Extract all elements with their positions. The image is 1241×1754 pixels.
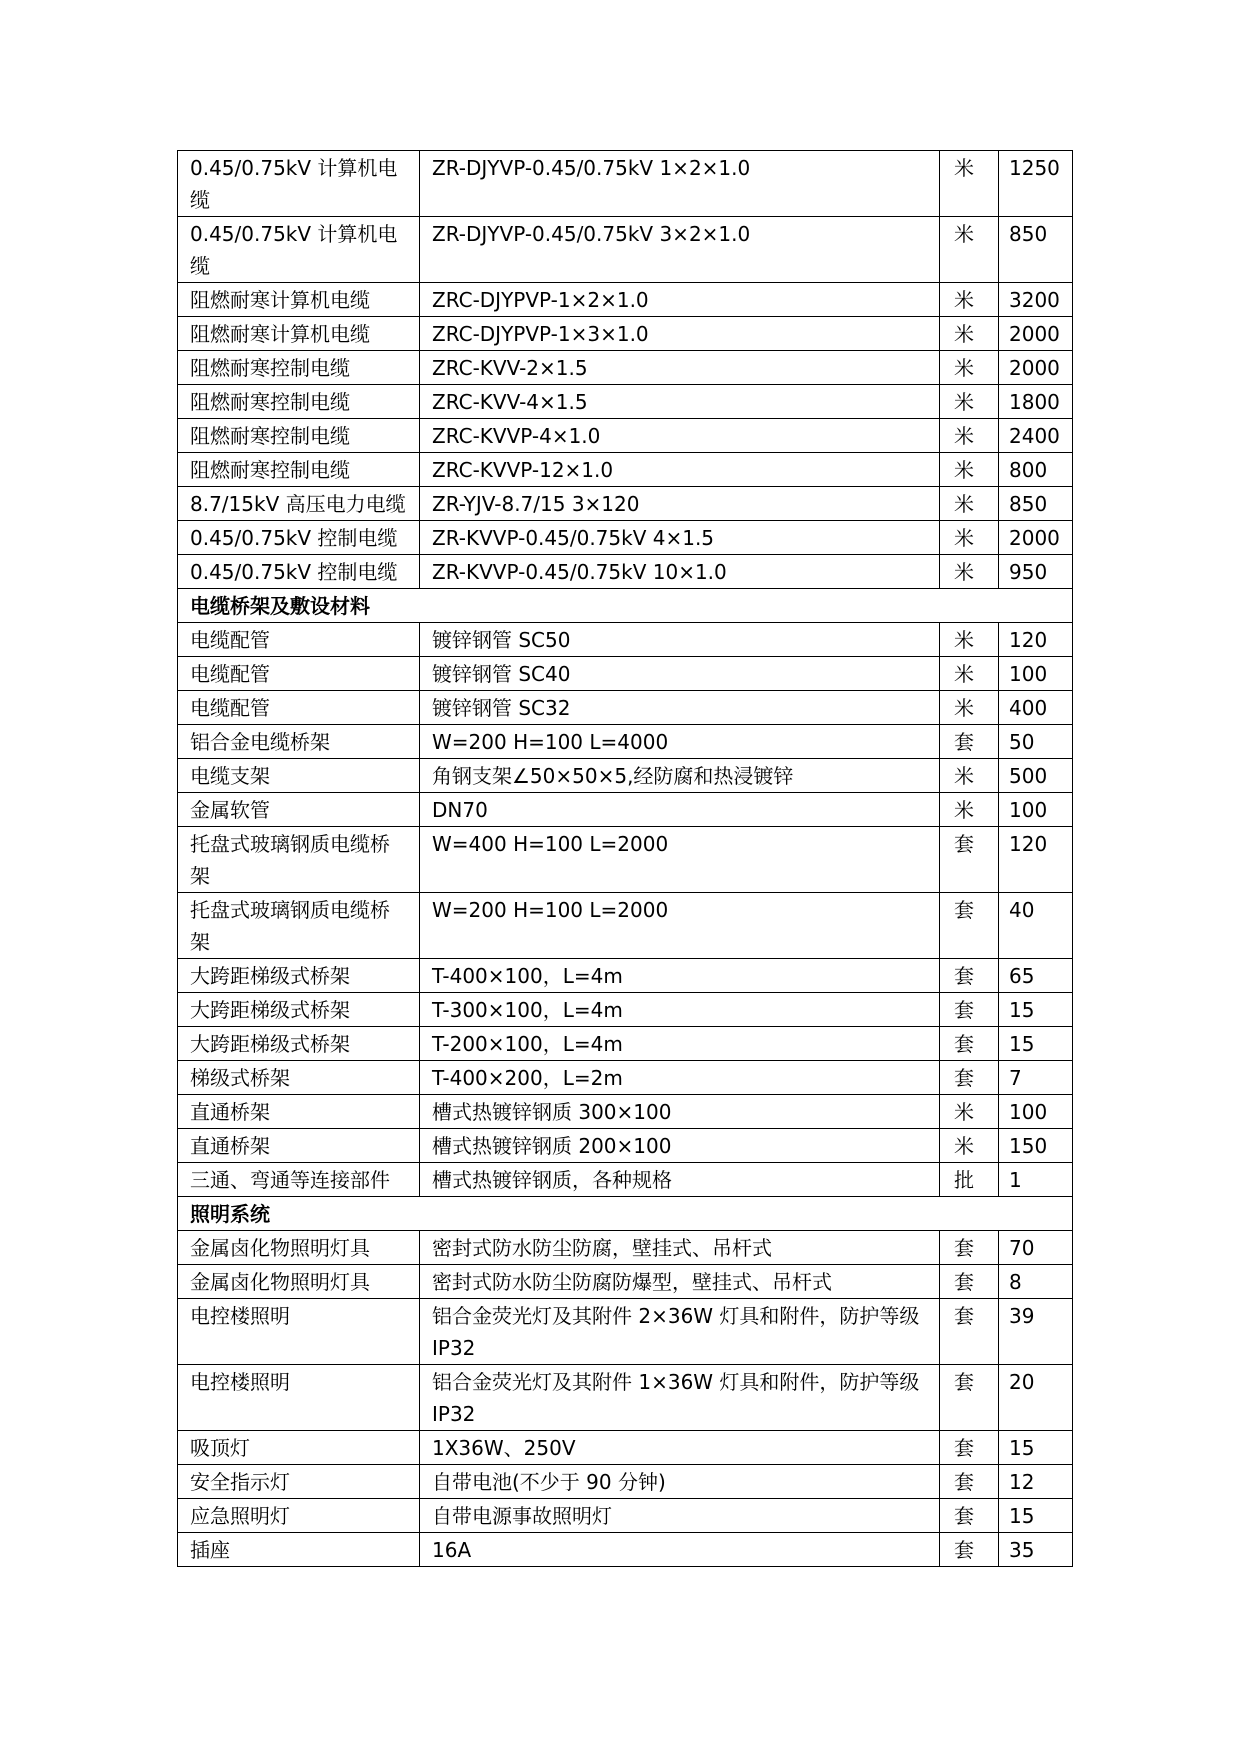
item-spec-cell: 1X36W、250V: [420, 1431, 940, 1465]
item-quantity-cell: 70: [999, 1231, 1073, 1265]
item-unit-cell: 套: [940, 1365, 999, 1431]
item-name-cell: 金属卤化物照明灯具: [178, 1265, 420, 1299]
section-header-row: [178, 589, 1073, 623]
item-spec-cell: 镀锌钢管 SC50: [420, 623, 940, 657]
item-unit-cell: 套: [940, 1231, 999, 1265]
table-row: [178, 725, 1073, 759]
item-name-cell: 应急照明灯: [178, 1499, 420, 1533]
item-quantity-cell: 1800: [999, 385, 1073, 419]
table-row: [178, 521, 1073, 555]
item-quantity-cell: 400: [999, 691, 1073, 725]
item-quantity-cell: 100: [999, 1095, 1073, 1129]
item-spec-cell: 铝合金荧光灯及其附件 1×36W 灯具和附件，防护等级 IP32: [420, 1365, 940, 1431]
item-spec-cell: ZRC-KVV-2×1.5: [420, 351, 940, 385]
item-unit-cell: 米: [940, 385, 999, 419]
item-quantity-cell: 1250: [999, 151, 1073, 217]
table-row: [178, 1533, 1073, 1567]
table-row: [178, 1465, 1073, 1499]
item-name-cell: 直通桥架: [178, 1095, 420, 1129]
item-unit-cell: 米: [940, 217, 999, 283]
table-row: [178, 759, 1073, 793]
item-spec-cell: 镀锌钢管 SC32: [420, 691, 940, 725]
item-quantity-cell: 15: [999, 1431, 1073, 1465]
item-quantity-cell: 850: [999, 487, 1073, 521]
item-unit-cell: 米: [940, 419, 999, 453]
item-unit-cell: 套: [940, 993, 999, 1027]
item-name-cell: 0.45/0.75kV 控制电缆: [178, 555, 420, 589]
item-unit-cell: 米: [940, 283, 999, 317]
item-spec-cell: W=400 H=100 L=2000: [420, 827, 940, 893]
item-name-cell: 电控楼照明: [178, 1365, 420, 1431]
table-row: [178, 1095, 1073, 1129]
table-row: [178, 623, 1073, 657]
table-row: [178, 827, 1073, 893]
item-name-cell: 阻燃耐寒控制电缆: [178, 385, 420, 419]
item-quantity-cell: 2400: [999, 419, 1073, 453]
materials-table: [177, 150, 1073, 1567]
item-name-cell: 大跨距梯级式桥架: [178, 959, 420, 993]
table-row: [178, 317, 1073, 351]
item-name-cell: 大跨距梯级式桥架: [178, 1027, 420, 1061]
table-row: [178, 691, 1073, 725]
table-row: [178, 487, 1073, 521]
item-name-cell: 0.45/0.75kV 控制电缆: [178, 521, 420, 555]
item-name-cell: 金属软管: [178, 793, 420, 827]
item-unit-cell: 米: [940, 317, 999, 351]
item-quantity-cell: 39: [999, 1299, 1073, 1365]
item-quantity-cell: 12: [999, 1465, 1073, 1499]
item-unit-cell: 米: [940, 453, 999, 487]
item-quantity-cell: 120: [999, 623, 1073, 657]
table-row: [178, 1499, 1073, 1533]
item-quantity-cell: 20: [999, 1365, 1073, 1431]
table-row: [178, 993, 1073, 1027]
table-row: [178, 1265, 1073, 1299]
table-row: [178, 793, 1073, 827]
table-row: [178, 1129, 1073, 1163]
table-row: [178, 385, 1073, 419]
item-unit-cell: 套: [940, 725, 999, 759]
item-unit-cell: 米: [940, 555, 999, 589]
item-spec-cell: ZR-YJV-8.7/15 3×120: [420, 487, 940, 521]
table-row: [178, 657, 1073, 691]
item-spec-cell: 槽式热镀锌钢质 300×100: [420, 1095, 940, 1129]
item-quantity-cell: 50: [999, 725, 1073, 759]
item-name-cell: 吸顶灯: [178, 1431, 420, 1465]
item-unit-cell: 批: [940, 1163, 999, 1197]
item-spec-cell: ZRC-KVVP-12×1.0: [420, 453, 940, 487]
table-row: [178, 1365, 1073, 1431]
item-name-cell: 电缆支架: [178, 759, 420, 793]
item-name-cell: 安全指示灯: [178, 1465, 420, 1499]
table-row: [178, 959, 1073, 993]
item-name-cell: 电控楼照明: [178, 1299, 420, 1365]
item-spec-cell: 镀锌钢管 SC40: [420, 657, 940, 691]
item-spec-cell: DN70: [420, 793, 940, 827]
item-quantity-cell: 35: [999, 1533, 1073, 1567]
table-row: [178, 351, 1073, 385]
materials-table-container: [177, 150, 1072, 1567]
item-name-cell: 阻燃耐寒控制电缆: [178, 351, 420, 385]
item-spec-cell: ZRC-KVVP-4×1.0: [420, 419, 940, 453]
item-name-cell: 电缆配管: [178, 623, 420, 657]
item-name-cell: 大跨距梯级式桥架: [178, 993, 420, 1027]
item-spec-cell: 铝合金荧光灯及其附件 2×36W 灯具和附件，防护等级 IP32: [420, 1299, 940, 1365]
item-name-cell: 梯级式桥架: [178, 1061, 420, 1095]
item-name-cell: 电缆配管: [178, 657, 420, 691]
table-row: [178, 1299, 1073, 1365]
item-quantity-cell: 2000: [999, 351, 1073, 385]
item-quantity-cell: 800: [999, 453, 1073, 487]
item-name-cell: 阻燃耐寒控制电缆: [178, 419, 420, 453]
item-quantity-cell: 7: [999, 1061, 1073, 1095]
item-unit-cell: 米: [940, 1129, 999, 1163]
item-unit-cell: 套: [940, 1465, 999, 1499]
item-name-cell: 阻燃耐寒计算机电缆: [178, 283, 420, 317]
item-quantity-cell: 15: [999, 1027, 1073, 1061]
item-spec-cell: ZRC-DJYPVP-1×2×1.0: [420, 283, 940, 317]
item-quantity-cell: 3200: [999, 283, 1073, 317]
item-quantity-cell: 15: [999, 1499, 1073, 1533]
item-quantity-cell: 15: [999, 993, 1073, 1027]
item-quantity-cell: 120: [999, 827, 1073, 893]
item-spec-cell: ZR-KVVP-0.45/0.75kV 10×1.0: [420, 555, 940, 589]
item-unit-cell: 米: [940, 657, 999, 691]
item-name-cell: 托盘式玻璃钢质电缆桥架: [178, 893, 420, 959]
item-unit-cell: 套: [940, 1431, 999, 1465]
item-quantity-cell: 100: [999, 793, 1073, 827]
item-unit-cell: 套: [940, 1533, 999, 1567]
item-name-cell: 0.45/0.75kV 计算机电缆: [178, 217, 420, 283]
item-unit-cell: 米: [940, 623, 999, 657]
section-header-row: [178, 1197, 1073, 1231]
item-name-cell: 8.7/15kV 高压电力电缆: [178, 487, 420, 521]
item-spec-cell: 16A: [420, 1533, 940, 1567]
item-unit-cell: 套: [940, 827, 999, 893]
item-spec-cell: T-300×100，L=4m: [420, 993, 940, 1027]
item-name-cell: 直通桥架: [178, 1129, 420, 1163]
item-unit-cell: 套: [940, 893, 999, 959]
table-row: [178, 893, 1073, 959]
item-unit-cell: 米: [940, 521, 999, 555]
table-row: [178, 1061, 1073, 1095]
item-spec-cell: T-200×100，L=4m: [420, 1027, 940, 1061]
section-title: 照明系统: [178, 1197, 1073, 1231]
table-row: [178, 419, 1073, 453]
item-unit-cell: 套: [940, 1061, 999, 1095]
item-spec-cell: 角钢支架∠50×50×5,经防腐和热浸镀锌: [420, 759, 940, 793]
materials-table-body: [178, 151, 1073, 1567]
item-unit-cell: 套: [940, 1299, 999, 1365]
item-quantity-cell: 2000: [999, 521, 1073, 555]
item-quantity-cell: 950: [999, 555, 1073, 589]
table-row: [178, 1027, 1073, 1061]
item-quantity-cell: 850: [999, 217, 1073, 283]
item-unit-cell: 米: [940, 151, 999, 217]
item-unit-cell: 米: [940, 487, 999, 521]
item-unit-cell: 套: [940, 1265, 999, 1299]
item-name-cell: 铝合金电缆桥架: [178, 725, 420, 759]
item-unit-cell: 米: [940, 351, 999, 385]
table-row: [178, 283, 1073, 317]
item-name-cell: 金属卤化物照明灯具: [178, 1231, 420, 1265]
item-spec-cell: ZR-DJYVP-0.45/0.75kV 1×2×1.0: [420, 151, 940, 217]
item-name-cell: 阻燃耐寒计算机电缆: [178, 317, 420, 351]
item-unit-cell: 套: [940, 959, 999, 993]
item-unit-cell: 米: [940, 759, 999, 793]
section-title: 电缆桥架及敷设材料: [178, 589, 1073, 623]
table-row: [178, 217, 1073, 283]
item-quantity-cell: 2000: [999, 317, 1073, 351]
item-name-cell: 三通、弯通等连接部件: [178, 1163, 420, 1197]
item-spec-cell: 密封式防水防尘防腐防爆型，壁挂式、吊杆式: [420, 1265, 940, 1299]
item-spec-cell: W=200 H=100 L=4000: [420, 725, 940, 759]
item-unit-cell: 米: [940, 1095, 999, 1129]
table-row: [178, 1431, 1073, 1465]
item-spec-cell: T-400×100，L=4m: [420, 959, 940, 993]
item-quantity-cell: 500: [999, 759, 1073, 793]
item-quantity-cell: 40: [999, 893, 1073, 959]
item-quantity-cell: 150: [999, 1129, 1073, 1163]
item-quantity-cell: 100: [999, 657, 1073, 691]
item-spec-cell: 自带电源事故照明灯: [420, 1499, 940, 1533]
item-unit-cell: 套: [940, 1499, 999, 1533]
item-name-cell: 电缆配管: [178, 691, 420, 725]
item-spec-cell: 密封式防水防尘防腐，壁挂式、吊杆式: [420, 1231, 940, 1265]
item-name-cell: 阻燃耐寒控制电缆: [178, 453, 420, 487]
table-row: [178, 555, 1073, 589]
item-name-cell: 托盘式玻璃钢质电缆桥架: [178, 827, 420, 893]
item-spec-cell: 槽式热镀锌钢质 200×100: [420, 1129, 940, 1163]
item-name-cell: 插座: [178, 1533, 420, 1567]
item-quantity-cell: 8: [999, 1265, 1073, 1299]
table-row: [178, 1231, 1073, 1265]
item-spec-cell: ZR-KVVP-0.45/0.75kV 4×1.5: [420, 521, 940, 555]
item-unit-cell: 米: [940, 691, 999, 725]
table-row: [178, 453, 1073, 487]
item-spec-cell: 自带电池(不少于 90 分钟): [420, 1465, 940, 1499]
item-unit-cell: 套: [940, 1027, 999, 1061]
item-spec-cell: ZR-DJYVP-0.45/0.75kV 3×2×1.0: [420, 217, 940, 283]
item-spec-cell: 槽式热镀锌钢质，各种规格: [420, 1163, 940, 1197]
item-quantity-cell: 1: [999, 1163, 1073, 1197]
table-row: [178, 1163, 1073, 1197]
item-spec-cell: T-400×200，L=2m: [420, 1061, 940, 1095]
item-spec-cell: W=200 H=100 L=2000: [420, 893, 940, 959]
table-row: [178, 151, 1073, 217]
item-spec-cell: ZRC-DJYPVP-1×3×1.0: [420, 317, 940, 351]
item-spec-cell: ZRC-KVV-4×1.5: [420, 385, 940, 419]
item-unit-cell: 米: [940, 793, 999, 827]
item-name-cell: 0.45/0.75kV 计算机电缆: [178, 151, 420, 217]
item-quantity-cell: 65: [999, 959, 1073, 993]
